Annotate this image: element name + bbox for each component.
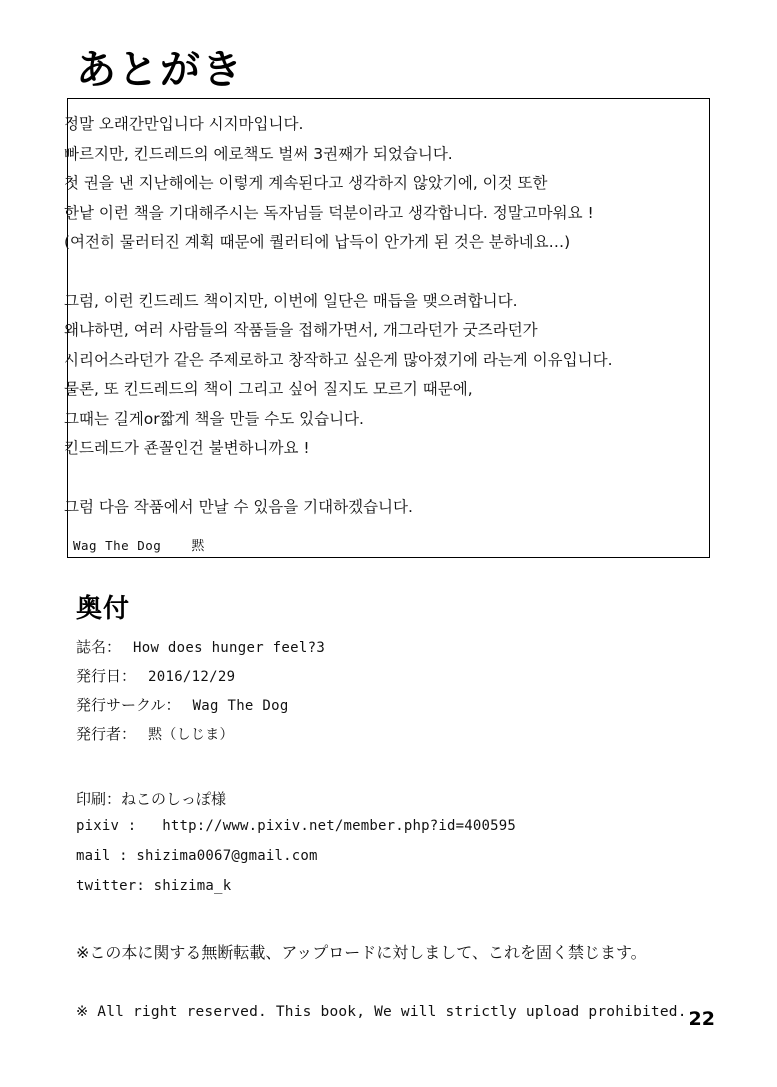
- afterword-line: 그럼, 이런 킨드레드 책이지만, 이번에 일단은 매듭을 맺으려합니다.: [64, 291, 518, 310]
- afterword-line-spacer: [64, 464, 694, 493]
- colophon-label: 誌名：: [76, 638, 122, 656]
- notice-japanese: ※この本に関する無断転載、アップロードに対しまして、これを固く禁じます。: [76, 943, 647, 962]
- colophon-heading: 奥付: [76, 594, 131, 624]
- signature-seal: 黙: [191, 539, 205, 554]
- colophon-row: [76, 694, 716, 723]
- colophon-label: 発行日：: [76, 667, 137, 685]
- afterword-body: [64, 110, 694, 522]
- colophon-row: [76, 723, 716, 752]
- colophon-row: [76, 636, 716, 665]
- afterword-line: 그때는 길게or짧게 책을 만들 수도 있습니다.: [64, 409, 364, 428]
- signature-circle-name: Wag The Dog: [73, 538, 162, 553]
- imprint-pixiv-link[interactable]: pixiv : http://www.pixiv.net/member.php?id=400595: [76, 818, 517, 834]
- afterword-line-spacer: [64, 258, 694, 287]
- afterword-line: 첫 권을 낸 지난해에는 이렇게 계속된다고 생각하지 않았기에, 이것 또한: [64, 174, 548, 192]
- signature: [73, 535, 205, 554]
- afterword-line: 시리어스라던가 같은 주제로하고 창작하고 싶은게 많아졌기에 라는게 이유입니다.: [64, 350, 613, 369]
- imprint-mail[interactable]: mail : shizima0067@gmail.com: [76, 848, 318, 864]
- afterword-line: 왜냐하면, 여러 사람들의 작품들을 접해가면서, 개그라던가 굿즈라던가: [64, 321, 538, 339]
- afterword-line: (여전히 물러터진 계획 때문에 퀄러티에 납득이 안가게 된 것은 분하네요…): [64, 233, 571, 251]
- colophon-value: 黙（しじま）: [148, 727, 234, 743]
- afterword-line: 물론, 또 킨드레드의 책이 그리고 싶어 질지도 모르기 때문에,: [64, 380, 473, 398]
- colophon-value: 2016/12/29: [148, 669, 236, 685]
- afterword-line: 빠르지만, 킨드레드의 에로책도 벌써 3권째가 되었습니다.: [64, 144, 453, 163]
- colophon-list: [76, 636, 716, 752]
- imprint-printer: 印刷：ねこのしっぽ様: [76, 790, 227, 808]
- imprint-twitter[interactable]: twitter: shizima_k: [76, 878, 232, 894]
- afterword-line: 한낱 이런 책을 기대해주시는 독자님들 덕분이라고 생각합니다. 정말고마워요 !: [64, 203, 594, 222]
- page-number: 22: [688, 1008, 715, 1030]
- colophon-label: 発行サークル：: [76, 696, 181, 714]
- colophon-row: [76, 665, 716, 694]
- afterword-line: 정말 오래간만입니다 시지마입니다.: [64, 115, 304, 133]
- notice-english: ※ All right reserved. This book, We will strictly upload prohibited.: [76, 1004, 687, 1020]
- colophon-value: Wag The Dog: [192, 698, 289, 714]
- afterword-heading: あとがき: [76, 47, 244, 93]
- colophon-label: 発行者：: [76, 725, 137, 743]
- imprint-block: [76, 788, 716, 908]
- afterword-line: 그럼 다음 작품에서 만날 수 있음을 기대하겠습니다.: [64, 497, 413, 516]
- afterword-line: 킨드레드가 죤꼴인건 불변하니까요 !: [64, 439, 310, 457]
- colophon-value: How does hunger feel?3: [133, 640, 326, 656]
